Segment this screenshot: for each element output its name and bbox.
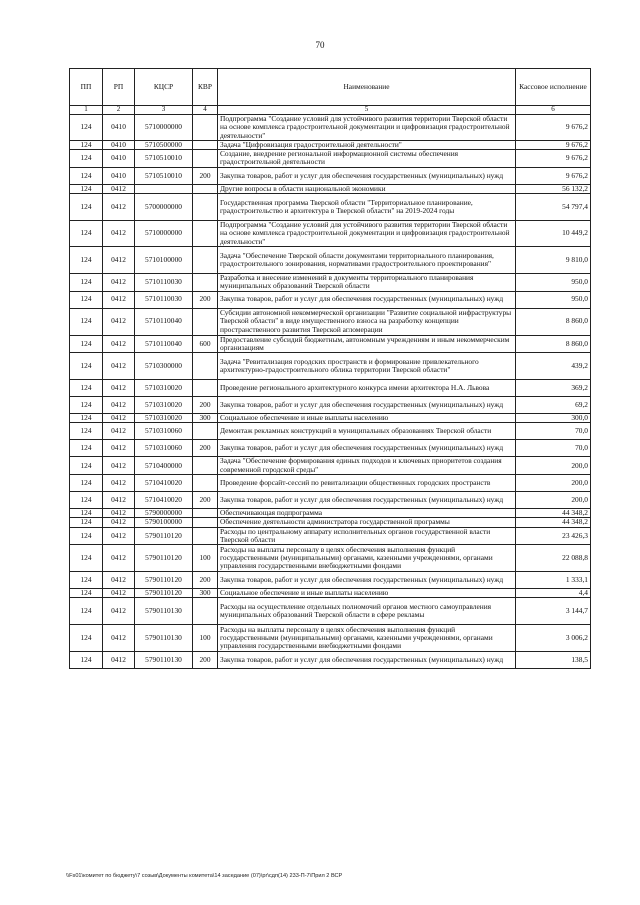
cell-rp: 0412 bbox=[103, 246, 135, 273]
cell-value: 200,0 bbox=[516, 491, 591, 508]
cell-pp: 124 bbox=[70, 440, 103, 457]
cell-pp: 124 bbox=[70, 140, 103, 149]
cell-value: 1 333,1 bbox=[516, 572, 591, 589]
cell-rp: 0412 bbox=[103, 414, 135, 423]
cell-kcsr: 5710410020 bbox=[135, 491, 193, 508]
cell-kcsr: 5790110120 bbox=[135, 572, 193, 589]
cell-kcsr bbox=[135, 184, 193, 193]
cell-rp: 0410 bbox=[103, 167, 135, 184]
cell-kvr bbox=[193, 423, 218, 440]
table-row bbox=[70, 518, 591, 527]
cell-kcsr: 5710310020 bbox=[135, 397, 193, 414]
header-kcsr: КЦСР bbox=[135, 69, 193, 106]
column-number: 4 bbox=[193, 106, 218, 115]
cell-pp: 124 bbox=[70, 414, 103, 423]
header-rp: РП bbox=[103, 69, 135, 106]
cell-rp: 0412 bbox=[103, 572, 135, 589]
cell-name: Обеспечение деятельности администратора государственной программы bbox=[218, 518, 516, 527]
cell-name: Расходы на выплаты персоналу в целях обеспечения выполнения функций государственными (муниципальными) органами, казенными учреждениями, органами управления государственными внебюджетными фондами bbox=[218, 625, 516, 652]
cell-name: Другие вопросы в области национальной экономики bbox=[218, 184, 516, 193]
cell-kcsr: 5790110130 bbox=[135, 625, 193, 652]
cell-kvr bbox=[193, 193, 218, 220]
cell-rp: 0412 bbox=[103, 220, 135, 246]
header-pp: ПП bbox=[70, 69, 103, 106]
cell-rp: 0412 bbox=[103, 308, 135, 335]
cell-value: 3 144,7 bbox=[516, 598, 591, 625]
cell-pp: 124 bbox=[70, 572, 103, 589]
cell-pp: 124 bbox=[70, 457, 103, 475]
cell-value: 9 676,2 bbox=[516, 115, 591, 141]
cell-kvr bbox=[193, 273, 218, 291]
cell-pp: 124 bbox=[70, 220, 103, 246]
cell-kcsr: 5710110040 bbox=[135, 308, 193, 335]
cell-kvr: 200 bbox=[193, 572, 218, 589]
cell-name: Задача "Ревитализация городских пространств и формирование привлекательного архитектурно-градостроительного облика территории Тверской области" bbox=[218, 353, 516, 380]
cell-kcsr: 5710300000 bbox=[135, 353, 193, 380]
cell-rp: 0412 bbox=[103, 589, 135, 598]
table-row bbox=[70, 353, 591, 380]
cell-kvr: 300 bbox=[193, 414, 218, 423]
cell-value: 439,2 bbox=[516, 353, 591, 380]
cell-kvr: 200 bbox=[193, 397, 218, 414]
cell-kvr bbox=[193, 474, 218, 491]
cell-value: 54 797,4 bbox=[516, 193, 591, 220]
cell-name: Подпрограмма "Создание условий для устойчивого развития территории Тверской области на основе комплекса градостроительной документации и цифровизация градостроительной деятельности" bbox=[218, 115, 516, 141]
cell-kcsr: 5710000000 bbox=[135, 115, 193, 141]
cell-rp: 0412 bbox=[103, 184, 135, 193]
cell-kcsr: 5710110030 bbox=[135, 273, 193, 291]
cell-name: Создание, внедрение региональной информационной системы обеспечения градостроительной деятельности bbox=[218, 150, 516, 168]
column-number: 1 bbox=[70, 106, 103, 115]
table-row bbox=[70, 440, 591, 457]
table-row bbox=[70, 308, 591, 335]
column-number: 2 bbox=[103, 106, 135, 115]
cell-value: 69,2 bbox=[516, 397, 591, 414]
cell-rp: 0410 bbox=[103, 140, 135, 149]
cell-kcsr: 5710400000 bbox=[135, 457, 193, 475]
cell-kvr bbox=[193, 380, 218, 397]
cell-rp: 0412 bbox=[103, 397, 135, 414]
cell-name: Закупка товаров, работ и услуг для обеспечения государственных (муниципальных) нужд bbox=[218, 167, 516, 184]
cell-value: 9 810,0 bbox=[516, 246, 591, 273]
cell-value: 70,0 bbox=[516, 440, 591, 457]
table-row bbox=[70, 140, 591, 149]
cell-name: Закупка товаров, работ и услуг для обеспечения государственных (муниципальных) нужд bbox=[218, 440, 516, 457]
table-row bbox=[70, 423, 591, 440]
budget-table bbox=[69, 68, 591, 669]
cell-name: Закупка товаров, работ и услуг для обеспечения государственных (муниципальных) нужд bbox=[218, 491, 516, 508]
cell-rp: 0412 bbox=[103, 474, 135, 491]
cell-pp: 124 bbox=[70, 397, 103, 414]
cell-name: Разработка и внесение изменений в документы территориального планирования муниципальных образований Тверской области bbox=[218, 273, 516, 291]
cell-kvr bbox=[193, 508, 218, 517]
cell-value: 10 449,2 bbox=[516, 220, 591, 246]
cell-kcsr: 5710510010 bbox=[135, 167, 193, 184]
cell-kcsr: 5710100000 bbox=[135, 246, 193, 273]
table-row bbox=[70, 508, 591, 517]
cell-name: Социальное обеспечение и иные выплаты населению bbox=[218, 414, 516, 423]
cell-value: 300,0 bbox=[516, 414, 591, 423]
cell-pp: 124 bbox=[70, 598, 103, 625]
page-number: 70 bbox=[315, 40, 325, 50]
table-body bbox=[70, 115, 591, 669]
table-row bbox=[70, 545, 591, 572]
cell-kvr bbox=[193, 246, 218, 273]
cell-rp: 0412 bbox=[103, 518, 135, 527]
table-row bbox=[70, 115, 591, 141]
cell-pp: 124 bbox=[70, 308, 103, 335]
cell-value: 70,0 bbox=[516, 423, 591, 440]
cell-name: Закупка товаров, работ и услуг для обеспечения государственных (муниципальных) нужд bbox=[218, 291, 516, 308]
cell-kcsr: 5710310020 bbox=[135, 380, 193, 397]
cell-kvr: 100 bbox=[193, 545, 218, 572]
cell-name: Задача "Обеспечение формирования единых подходов и ключевых приоритетов создания современной городской среды" bbox=[218, 457, 516, 475]
cell-name: Расходы по центральному аппарату исполнительных органов государственной власти Тверской области bbox=[218, 527, 516, 545]
cell-value: 138,5 bbox=[516, 652, 591, 669]
cell-value: 44 348,2 bbox=[516, 518, 591, 527]
table-row bbox=[70, 474, 591, 491]
cell-kvr bbox=[193, 308, 218, 335]
cell-value: 8 860,0 bbox=[516, 335, 591, 353]
cell-kvr: 200 bbox=[193, 440, 218, 457]
cell-name: Проведение форсайт-сессий по ревитализации общественных городских пространств bbox=[218, 474, 516, 491]
cell-kcsr: 5790110120 bbox=[135, 545, 193, 572]
table-row bbox=[70, 625, 591, 652]
cell-pp: 124 bbox=[70, 625, 103, 652]
cell-rp: 0412 bbox=[103, 598, 135, 625]
cell-name: Подпрограмма "Создание условий для устойчивого развития территории Тверской области на основе комплекса градостроительной документации и цифровизация градостроительной деятельности" bbox=[218, 220, 516, 246]
cell-kvr bbox=[193, 518, 218, 527]
cell-kcsr: 5700000000 bbox=[135, 193, 193, 220]
header-cash-execution: Кассовое исполнение bbox=[516, 69, 591, 106]
cell-name: Задача "Цифровизация градостроительной деятельности" bbox=[218, 140, 516, 149]
cell-kvr bbox=[193, 140, 218, 149]
cell-name: Проведение регионального архитектурного конкурса имени архитектора Н.А. Львова bbox=[218, 380, 516, 397]
cell-pp: 124 bbox=[70, 291, 103, 308]
table-row bbox=[70, 414, 591, 423]
cell-value: 8 860,0 bbox=[516, 308, 591, 335]
cell-kcsr: 5710310060 bbox=[135, 423, 193, 440]
cell-pp: 124 bbox=[70, 193, 103, 220]
cell-kcsr: 5710000000 bbox=[135, 220, 193, 246]
cell-kvr bbox=[193, 184, 218, 193]
table-row bbox=[70, 220, 591, 246]
cell-pp: 124 bbox=[70, 518, 103, 527]
table-row bbox=[70, 380, 591, 397]
cell-kcsr: 5710110040 bbox=[135, 335, 193, 353]
column-number-row bbox=[70, 106, 591, 115]
cell-name: Государственная программа Тверской области "Территориальное планирование, градостроительство и архитектура в Тверской области" на 2019-2024 годы bbox=[218, 193, 516, 220]
column-number: 5 bbox=[218, 106, 516, 115]
cell-name: Расходы на осуществление отдельных полномочий органов местного самоуправления муниципальных образований Тверской области в сфере рекламы bbox=[218, 598, 516, 625]
cell-kvr bbox=[193, 598, 218, 625]
cell-kcsr: 5710310060 bbox=[135, 440, 193, 457]
cell-kvr bbox=[193, 150, 218, 168]
cell-value: 369,2 bbox=[516, 380, 591, 397]
cell-name: Закупка товаров, работ и услуг для обеспечения государственных (муниципальных) нужд bbox=[218, 397, 516, 414]
cell-kcsr: 5710410020 bbox=[135, 474, 193, 491]
cell-rp: 0410 bbox=[103, 115, 135, 141]
table-row bbox=[70, 335, 591, 353]
cell-kvr bbox=[193, 457, 218, 475]
column-number: 3 bbox=[135, 106, 193, 115]
cell-name: Обеспечивающая подпрограмма bbox=[218, 508, 516, 517]
cell-value: 23 426,3 bbox=[516, 527, 591, 545]
table-row bbox=[70, 184, 591, 193]
cell-kvr: 200 bbox=[193, 652, 218, 669]
cell-pp: 124 bbox=[70, 508, 103, 517]
cell-kvr bbox=[193, 115, 218, 141]
cell-rp: 0412 bbox=[103, 491, 135, 508]
cell-pp: 124 bbox=[70, 115, 103, 141]
cell-rp: 0412 bbox=[103, 508, 135, 517]
cell-value: 950,0 bbox=[516, 273, 591, 291]
cell-value: 9 676,2 bbox=[516, 140, 591, 149]
cell-pp: 124 bbox=[70, 184, 103, 193]
header-kvr: КВР bbox=[193, 69, 218, 106]
column-number: 6 bbox=[516, 106, 591, 115]
cell-value: 56 132,2 bbox=[516, 184, 591, 193]
cell-rp: 0412 bbox=[103, 335, 135, 353]
cell-kcsr: 5790000000 bbox=[135, 508, 193, 517]
cell-kvr: 200 bbox=[193, 491, 218, 508]
cell-kvr bbox=[193, 220, 218, 246]
cell-rp: 0412 bbox=[103, 423, 135, 440]
cell-pp: 124 bbox=[70, 423, 103, 440]
cell-pp: 124 bbox=[70, 273, 103, 291]
cell-name: Расходы на выплаты персоналу в целях обеспечения выполнения функций государственными (муниципальными) органами, казенными учреждениями, органами управления государственными внебюджетными фондами bbox=[218, 545, 516, 572]
cell-kcsr: 5710310020 bbox=[135, 414, 193, 423]
cell-rp: 0412 bbox=[103, 625, 135, 652]
table-row bbox=[70, 527, 591, 545]
table-row bbox=[70, 589, 591, 598]
cell-rp: 0412 bbox=[103, 440, 135, 457]
cell-value: 200,0 bbox=[516, 474, 591, 491]
cell-kcsr: 5790110120 bbox=[135, 589, 193, 598]
cell-pp: 124 bbox=[70, 527, 103, 545]
table-row bbox=[70, 150, 591, 168]
table-row bbox=[70, 397, 591, 414]
table-row bbox=[70, 273, 591, 291]
table-row bbox=[70, 246, 591, 273]
cell-rp: 0412 bbox=[103, 291, 135, 308]
cell-kcsr: 5710510010 bbox=[135, 150, 193, 168]
cell-pp: 124 bbox=[70, 474, 103, 491]
cell-kvr: 600 bbox=[193, 335, 218, 353]
cell-kvr: 100 bbox=[193, 625, 218, 652]
cell-rp: 0412 bbox=[103, 457, 135, 475]
cell-name: Субсидии автономной некоммерческой организации "Развитие социальной инфраструктуры Тверской области" в виде имущественного взноса на разработку концепции пространственного развития Тверской агломерации bbox=[218, 308, 516, 335]
cell-pp: 124 bbox=[70, 353, 103, 380]
cell-rp: 0412 bbox=[103, 273, 135, 291]
cell-pp: 124 bbox=[70, 589, 103, 598]
cell-kcsr: 5790110130 bbox=[135, 598, 193, 625]
cell-rp: 0412 bbox=[103, 193, 135, 220]
cell-rp: 0412 bbox=[103, 353, 135, 380]
cell-name: Предоставление субсидий бюджетным, автономным учреждениям и иным некоммерческим организациям bbox=[218, 335, 516, 353]
cell-value: 3 006,2 bbox=[516, 625, 591, 652]
cell-kvr: 300 bbox=[193, 589, 218, 598]
cell-pp: 124 bbox=[70, 652, 103, 669]
cell-kcsr: 5710500000 bbox=[135, 140, 193, 149]
cell-name: Задача "Обеспечение Тверской области документами территориального планирования, градостроительного зонирования, нормативами градостроительного проектирования" bbox=[218, 246, 516, 273]
cell-kvr bbox=[193, 527, 218, 545]
cell-value: 9 676,2 bbox=[516, 167, 591, 184]
cell-rp: 0412 bbox=[103, 545, 135, 572]
table-row bbox=[70, 491, 591, 508]
table-header-row bbox=[70, 69, 591, 106]
table-row bbox=[70, 457, 591, 475]
cell-name: Закупка товаров, работ и услуг для обеспечения государственных (муниципальных) нужд bbox=[218, 572, 516, 589]
cell-value: 950,0 bbox=[516, 291, 591, 308]
cell-value: 9 676,2 bbox=[516, 150, 591, 168]
cell-name: Закупка товаров, работ и услуг для обеспечения государственных (муниципальных) нужд bbox=[218, 652, 516, 669]
table-row bbox=[70, 572, 591, 589]
cell-rp: 0410 bbox=[103, 150, 135, 168]
file-path-footer: \\Fs01\комитет по бюджету\7 созыв\Документы комитета\14 заседание (07)\pr\сдп(14) 233-П-7\Прил 2 ВСР bbox=[66, 873, 343, 879]
cell-pp: 124 bbox=[70, 150, 103, 168]
table-row bbox=[70, 193, 591, 220]
cell-value: 44 348,2 bbox=[516, 508, 591, 517]
cell-kvr: 200 bbox=[193, 167, 218, 184]
cell-pp: 124 bbox=[70, 167, 103, 184]
cell-value: 22 088,8 bbox=[516, 545, 591, 572]
cell-kcsr: 5710110030 bbox=[135, 291, 193, 308]
cell-pp: 124 bbox=[70, 335, 103, 353]
table-row bbox=[70, 291, 591, 308]
cell-name: Социальное обеспечение и иные выплаты населению bbox=[218, 589, 516, 598]
cell-kcsr: 5790110120 bbox=[135, 527, 193, 545]
cell-pp: 124 bbox=[70, 545, 103, 572]
cell-kvr bbox=[193, 353, 218, 380]
cell-value: 4,4 bbox=[516, 589, 591, 598]
cell-rp: 0412 bbox=[103, 652, 135, 669]
cell-kvr: 200 bbox=[193, 291, 218, 308]
cell-pp: 124 bbox=[70, 246, 103, 273]
cell-kcsr: 5790100000 bbox=[135, 518, 193, 527]
cell-kcsr: 5790110130 bbox=[135, 652, 193, 669]
table-row bbox=[70, 652, 591, 669]
header-name: Наименование bbox=[218, 69, 516, 106]
cell-value: 200,0 bbox=[516, 457, 591, 475]
cell-rp: 0412 bbox=[103, 380, 135, 397]
cell-pp: 124 bbox=[70, 491, 103, 508]
cell-name: Демонтаж рекламных конструкций в муниципальных образованиях Тверской области bbox=[218, 423, 516, 440]
table-row bbox=[70, 598, 591, 625]
table-row bbox=[70, 167, 591, 184]
cell-pp: 124 bbox=[70, 380, 103, 397]
cell-rp: 0412 bbox=[103, 527, 135, 545]
